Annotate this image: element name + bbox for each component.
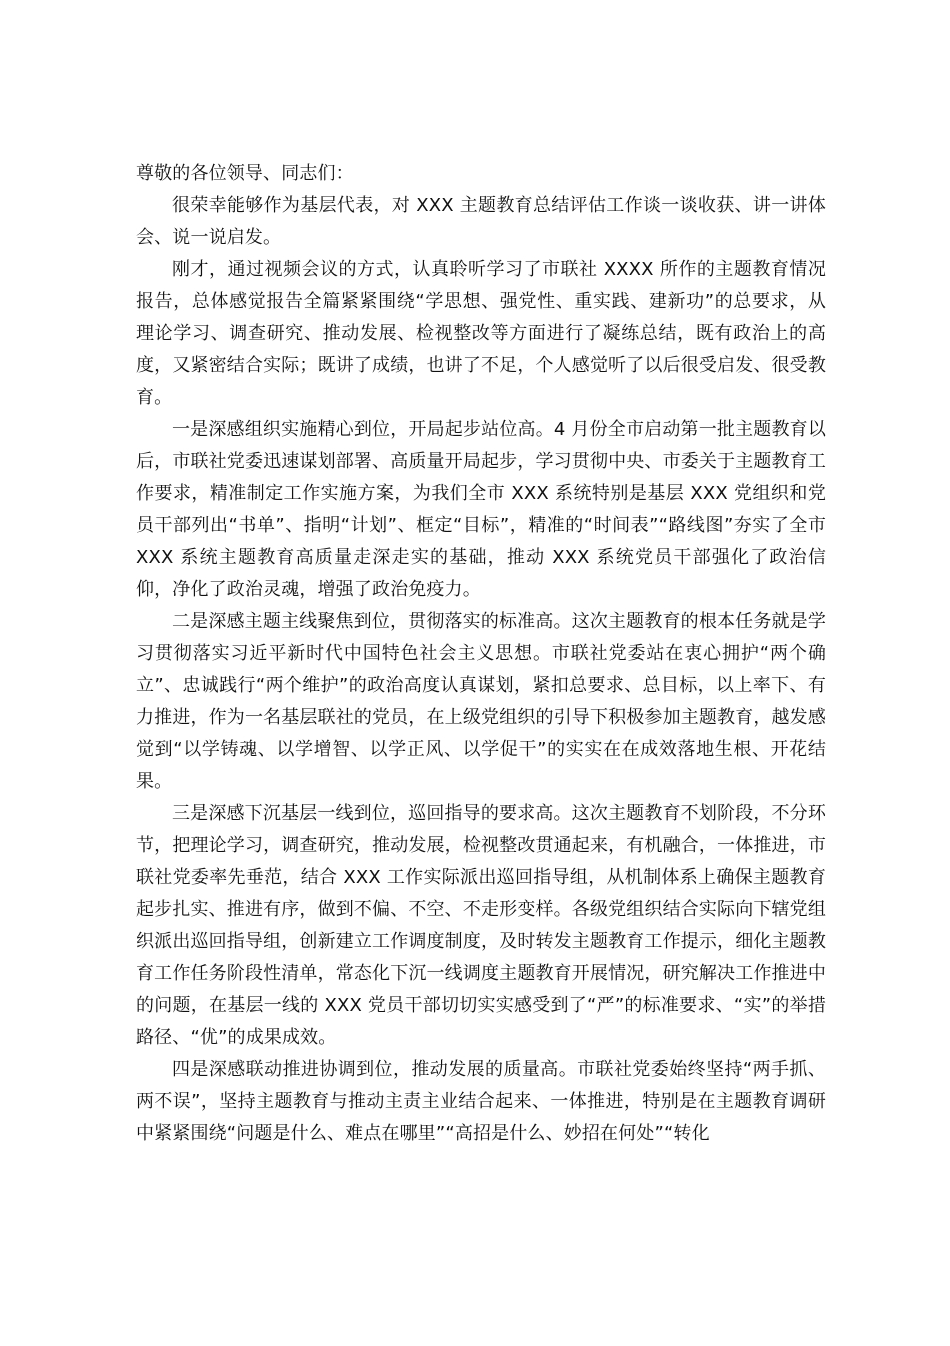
paragraph-point-four: 四是深感联动推进协调到位，推动发展的质量高。市联社党委始终坚持“两手抓、两不误”，坚持主题教育与推动主责主业结合起来、一体推进，特别是在主题教育调研中紧紧围绕“问题是什么、难点在哪里”“高招是什么、妙招在何处”“转化: [136, 1059, 826, 1144]
paragraph-report-impression: 刚才，通过视频会议的方式，认真聆听学习了市联社 XXXX 所作的主题教育情况报告，总体感觉报告全篇紧紧围绕“学思想、强党性、重实践、建新功”的总要求，从理论学习、调查研究、推动发展、检视整改等方面进行了凝练总结，既有政治上的高度，又紧密结合实际；既讲了成绩，也讲了不足，个人感觉听了以后很受启发、很受教育。: [136, 259, 826, 408]
paragraph-point-three: 三是深感下沉基层一线到位，巡回指导的要求高。这次主题教育不划阶段，不分环节，把理论学习，调查研究，推动发展，检视整改贯通起来，有机融合，一体推进，市联社党委率先垂范，结合 XXX 工作实际派出巡回指导组，从机制体系上确保主题教育起步扎实、推进有序，做到不偏、不空、不走形变样。各级党组织结合实际向下辖党组织派出巡回指导组，创新建立工作调度制度，及时转发主题教育工作提示，细化主题教育工作任务阶段性清单，常态化下沉一线调度主题教育开展情况，研究解决工作推进中的问题，在基层一线的 XXX 党员干部切切实实感受到了“严”的标准要求、“实”的举措路径、“优”的成果成效。: [136, 803, 826, 1048]
salutation: 尊敬的各位领导、同志们：: [136, 163, 354, 184]
paragraph-intro: 很荣幸能够作为基层代表，对 XXX 主题教育总结评估工作谈一谈收获、讲一讲体会、说一说启发。: [136, 195, 826, 248]
paragraph-point-one: 一是深感组织实施精心到位，开局起步站位高。4 月份全市启动第一批主题教育以后，市联社党委迅速谋划部署、高质量开局起步，学习贯彻中央、市委关于主题教育工作要求，精准制定工作实施方案，为我们全市 XXX 系统特别是基层 XXX 党组织和党员干部列出“书单”、指明“计划”、框定“目标”，精准的“时间表”“路线图”夯实了全市 XXX 系统主题教育高质量走深走实的基础，推动 XXX 系统党员干部强化了政治信仰，净化了政治灵魂，增强了政治免疫力。: [136, 419, 826, 600]
paragraph-point-two: 二是深感主题主线聚焦到位，贯彻落实的标准高。这次主题教育的根本任务就是学习贯彻落实习近平新时代中国特色社会主义思想。市联社党委站在衷心拥护“两个确立”、忠诚践行“两个维护”的政治高度认真谋划，紧扣总要求、总目标，以上率下、有力推进，作为一名基层联社的党员，在上级党组织的引导下积极参加主题教育，越发感觉到“以学铸魂、以学增智、以学正风、以学促干”的实实在在成效落地生根、开花结果。: [136, 611, 826, 792]
document-body: [136, 158, 826, 1150]
